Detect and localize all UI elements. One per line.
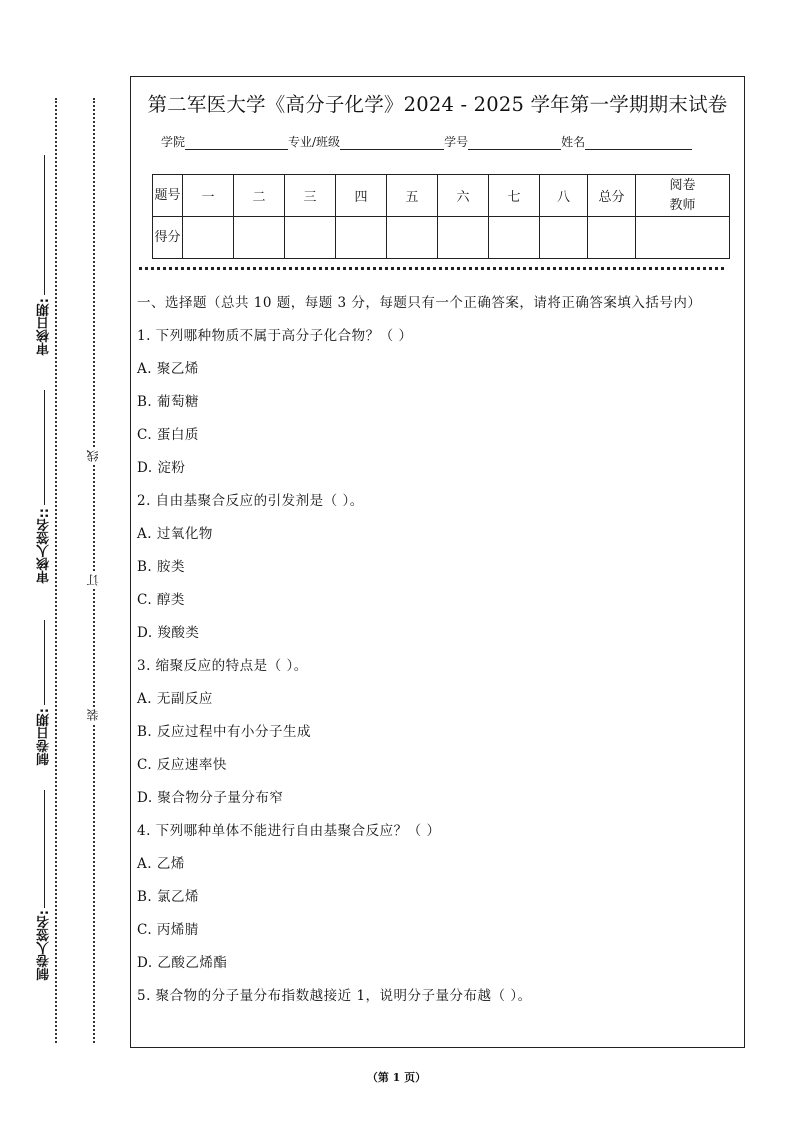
col-header: 八 xyxy=(540,175,588,217)
review-date-line xyxy=(44,155,45,295)
score-cell[interactable] xyxy=(234,217,285,259)
score-cell[interactable] xyxy=(285,217,336,259)
option-a: A. 聚乙烯 xyxy=(137,361,199,377)
question-content xyxy=(137,292,736,1013)
option-b: B. 胺类 xyxy=(137,559,186,575)
question-stem: 2. 自由基聚合反应的引发剂是（ ）。 xyxy=(137,493,364,509)
question-stem: 3. 缩聚反应的特点是（ ）。 xyxy=(137,658,308,674)
col-header: 一 xyxy=(183,175,234,217)
page-footer: （第 1 页） xyxy=(366,1071,427,1084)
section-heading: 一、选择题（总共 10 题，每题 3 分，每题只有一个正确答案，请将正确答案填入括号内） xyxy=(137,295,702,311)
option-c: C. 反应速率快 xyxy=(137,757,227,773)
score-cell[interactable] xyxy=(387,217,438,259)
make-sign-line xyxy=(44,790,45,908)
question-stem: 1. 下列哪种物质不属于高分子化合物？（ ） xyxy=(137,328,413,344)
option-d: D. 乙酸乙烯酯 xyxy=(137,955,228,971)
question-stem: 5. 聚合物的分子量分布指数越接近 1，说明分子量分布越（ ）。 xyxy=(137,988,532,1004)
option-b: B. 氯乙烯 xyxy=(137,889,200,905)
name-field[interactable] xyxy=(585,137,692,150)
col-header: 七 xyxy=(489,175,540,217)
option-a: A. 过氧化物 xyxy=(137,526,213,542)
option-d: D. 聚合物分子量分布窄 xyxy=(137,790,284,806)
exam-frame xyxy=(130,76,745,1048)
student-info-row xyxy=(161,133,692,150)
score-cell[interactable] xyxy=(540,217,588,259)
col-header: 六 xyxy=(438,175,489,217)
college-field[interactable] xyxy=(185,137,288,150)
student-id-label: 学号 xyxy=(444,135,469,149)
row-label-question-no: 题号 xyxy=(153,175,183,217)
option-c: C. 蛋白质 xyxy=(137,427,199,443)
make-date-label: 制卷日期: xyxy=(37,708,52,766)
section-divider xyxy=(139,267,724,270)
option-a: A. 无副反应 xyxy=(137,691,213,707)
option-b: B. 反应过程中有小分子生成 xyxy=(137,724,312,740)
col-header: 四 xyxy=(336,175,387,217)
review-sign-line xyxy=(44,390,45,505)
review-date-label: 审核日期: xyxy=(37,298,52,356)
college-label: 学院 xyxy=(161,135,186,149)
score-table xyxy=(152,174,730,259)
col-header: 五 xyxy=(387,175,438,217)
binding-char-xian: 线 xyxy=(86,450,100,462)
score-table-header-row xyxy=(153,175,730,217)
exam-title: 第二军医大学《高分子化学》2024 - 2025 学年第一学期期末试卷 xyxy=(147,93,728,116)
binding-char-zhuang: 装 xyxy=(86,709,100,721)
col-header-total: 总分 xyxy=(588,175,636,217)
option-d: D. 淀粉 xyxy=(137,460,186,476)
option-c: C. 丙烯腈 xyxy=(137,922,199,938)
major-label: 专业/班级 xyxy=(288,135,341,149)
name-label: 姓名 xyxy=(561,135,586,149)
score-cell[interactable] xyxy=(438,217,489,259)
binding-dotted-line-inner xyxy=(93,98,95,1043)
major-field[interactable] xyxy=(340,137,444,150)
question-stem: 4. 下列哪种单体不能进行自由基聚合反应？（ ） xyxy=(137,823,441,839)
score-cell-grader[interactable] xyxy=(636,217,730,259)
binding-dotted-line-outer xyxy=(55,98,57,1043)
col-header: 三 xyxy=(285,175,336,217)
student-id-field[interactable] xyxy=(468,137,561,150)
score-table-score-row xyxy=(153,217,730,259)
option-b: B. 葡萄糖 xyxy=(137,394,200,410)
make-date-line xyxy=(44,620,45,705)
score-cell[interactable] xyxy=(336,217,387,259)
score-cell-total[interactable] xyxy=(588,217,636,259)
make-sign-label: 制卷人签名: xyxy=(37,910,52,981)
option-a: A. 乙烯 xyxy=(137,856,185,872)
score-cell[interactable] xyxy=(183,217,234,259)
col-header: 二 xyxy=(234,175,285,217)
binding-char-ding: 订 xyxy=(86,574,100,586)
option-d: D. 羧酸类 xyxy=(137,625,200,641)
row-label-score: 得分 xyxy=(153,217,183,259)
option-c: C. 醇类 xyxy=(137,592,185,608)
col-header-grader: 阅卷教师 xyxy=(636,175,730,217)
review-sign-label: 审核人签名:: xyxy=(37,508,52,584)
score-cell[interactable] xyxy=(489,217,540,259)
